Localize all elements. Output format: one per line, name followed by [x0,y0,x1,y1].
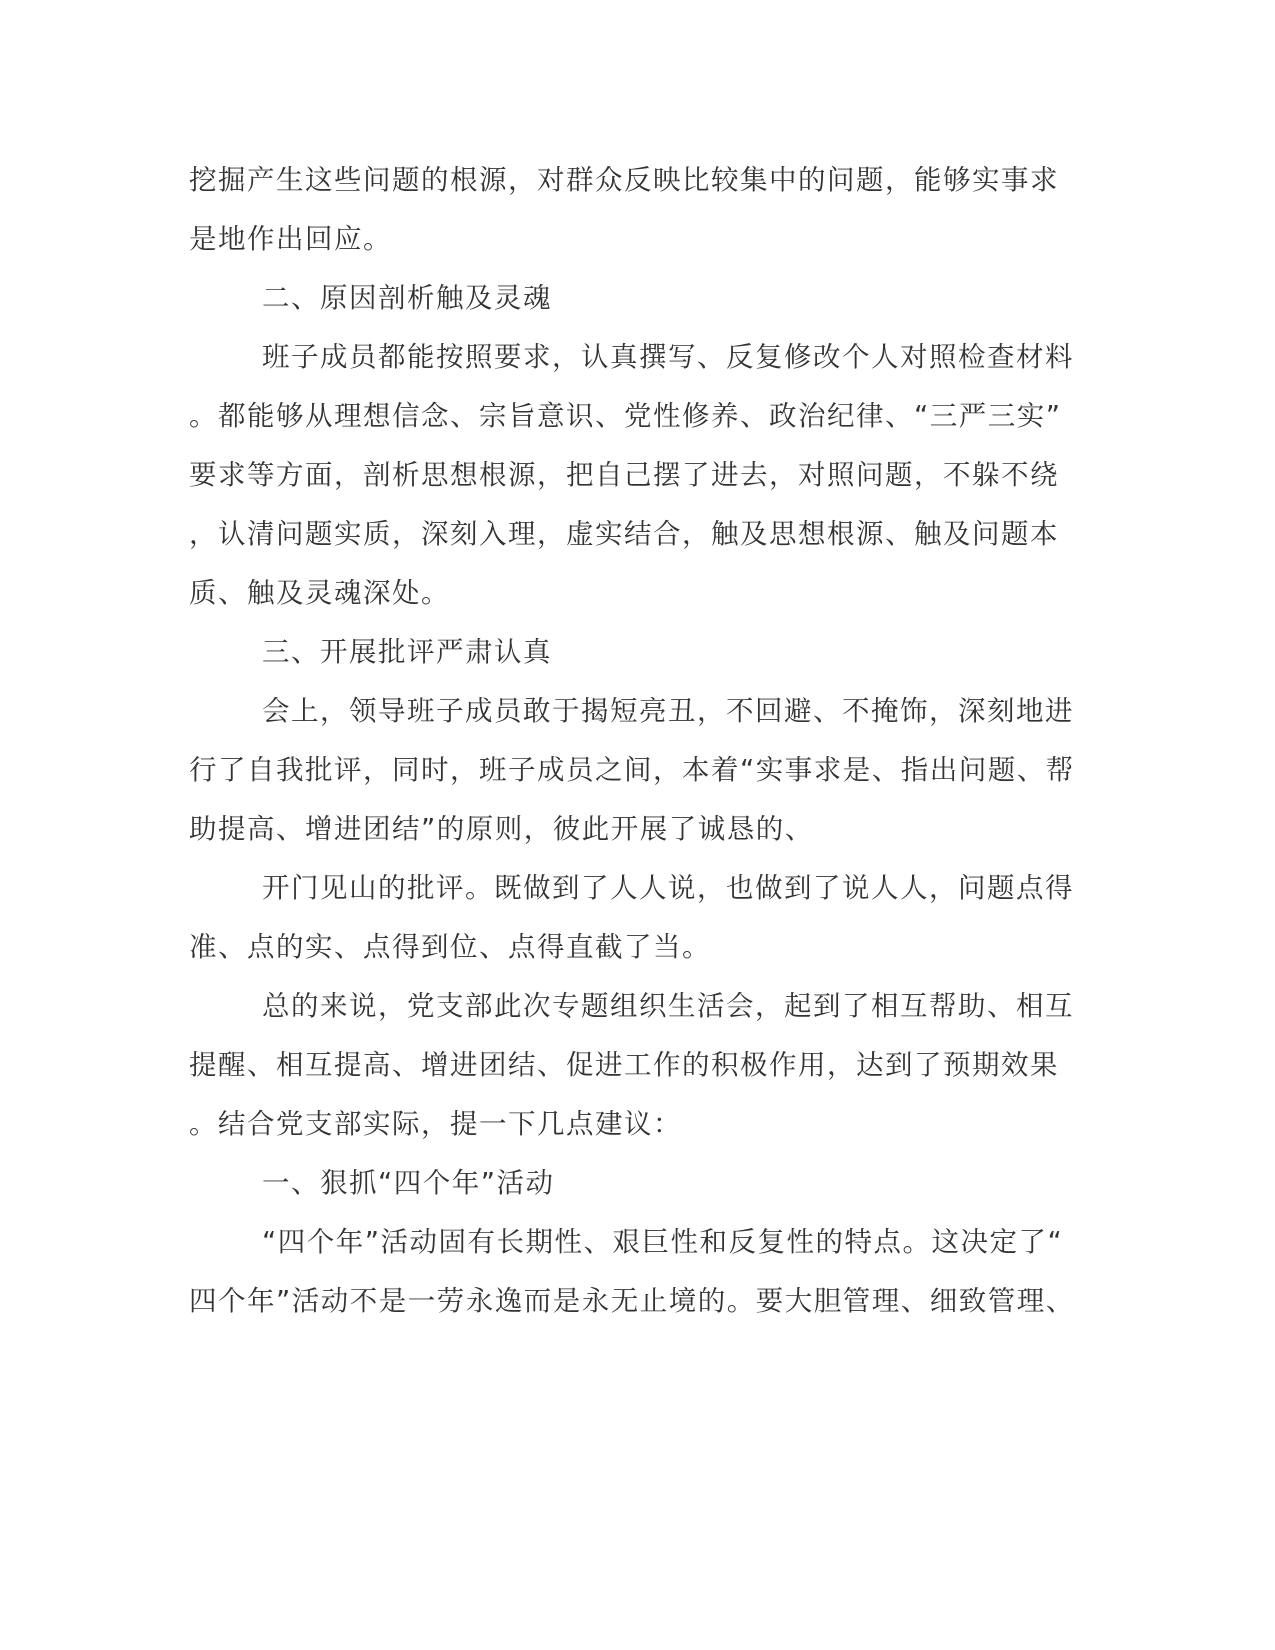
section-heading: 三、开展批评严肃认真 [262,636,552,668]
body-text-line: 开门见山的批评。既做到了人人说，也做到了说人人，问题点得 [262,872,1074,904]
body-text-line: 是地作出回应。 [189,223,392,255]
body-text-line: 准、点的实、点得到位、点得直截了当。 [189,931,711,963]
section-heading: 二、原因剖析触及灵魂 [262,282,552,314]
body-text-line: 总的来说，党支部此次专题组织生活会，起到了相互帮助、相互 [262,990,1074,1022]
body-text-line: 会上，领导班子成员敢于揭短亮丑，不回避、不掩饰，深刻地进 [262,695,1074,727]
body-text-line: 质、触及灵魂深处。 [189,577,450,609]
body-text-line: 。结合党支部实际，提一下几点建议： [189,1108,682,1140]
body-text-line: 四个年”活动不是一劳永逸而是永无止境的。要大胆管理、细致管理、 [189,1285,1075,1317]
body-text-line: 行了自我批评，同时，班子成员之间，本着“实事求是、指出问题、帮 [189,754,1075,786]
body-text-line: “四个年”活动固有长期性、艰巨性和反复性的特点。这决定了“ [262,1226,1064,1258]
body-text-line: 班子成员都能按照要求，认真撰写、反复修改个人对照检查材料 [262,341,1074,373]
body-text-line: 挖掘产生这些问题的根源，对群众反映比较集中的问题，能够实事求 [189,164,1059,196]
section-heading: 一、狠抓“四个年”活动 [262,1167,555,1199]
body-text-line: 提醒、相互提高、增进团结、促进工作的积极作用，达到了预期效果 [189,1049,1059,1081]
body-text-line: ，认清问题实质，深刻入理，虚实结合，触及思想根源、触及问题本 [189,518,1059,550]
body-text-line: 。都能够从理想信念、宗旨意识、党性修养、政治纪律、“三严三实” [189,400,1062,432]
body-text-line: 助提高、增进团结”的原则，彼此开展了诚恳的、 [189,813,814,845]
body-text-line: 要求等方面，剖析思想根源，把自己摆了进去，对照问题，不躲不绕 [189,459,1059,491]
